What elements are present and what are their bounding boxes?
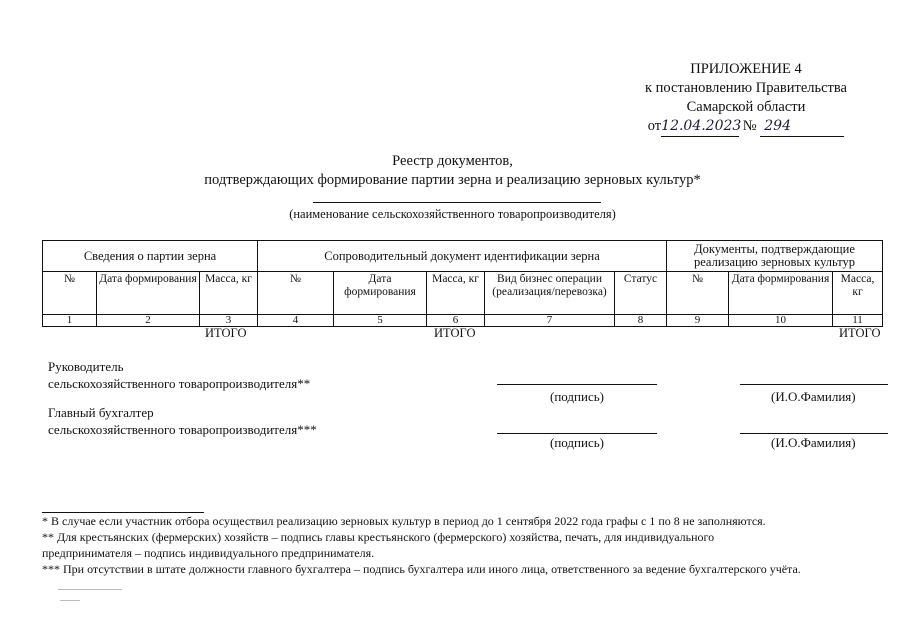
- appendix-region: Самарской области: [686, 99, 806, 115]
- head-signature-line: [497, 384, 657, 385]
- group-sale-docs: Документы, подтверждающие реализацию зерновых культур: [667, 241, 883, 272]
- head-subtitle: сельскохозяйственного товаропроизводителя**: [48, 376, 311, 391]
- col-header: №: [258, 272, 334, 315]
- footnote-2-continued: предпринимателя – подпись индивидуального предпринимателя.: [42, 546, 375, 560]
- producer-name-line: [313, 202, 601, 203]
- col-number: 6: [427, 315, 485, 327]
- col-header: Масса, кг: [200, 272, 258, 315]
- col-header: Масса, кг: [427, 272, 485, 315]
- col-header: Статус: [615, 272, 667, 315]
- head-name-caption: (И.О.Фамилия): [771, 389, 856, 404]
- total-accompanying: ИТОГО: [434, 326, 476, 340]
- group-accompanying-doc: Сопроводительный документ идентификации зерна: [258, 241, 667, 272]
- head-title: Руководитель: [48, 359, 124, 374]
- accountant-label: [48, 404, 317, 438]
- footnote-1: * В случае если участник отбора осуществил реализацию зерновых культур в период до 1 сентября 2022 года графы с 1 по 8 не заполняются.: [42, 514, 766, 528]
- footnote-3: *** При отсутствии в штате должности главного бухгалтера – подпись бухгалтера или иного лица, ответственного за ведение бухгалтерского учёта.: [42, 562, 801, 576]
- col-number: 9: [667, 315, 729, 327]
- group-header-row: [43, 241, 883, 272]
- scan-artifact: [58, 589, 122, 590]
- footnote-separator: [42, 512, 204, 513]
- appendix-date-line: [645, 117, 847, 137]
- document-title: [0, 152, 905, 190]
- head-label: [48, 358, 310, 392]
- col-number: 2: [97, 315, 200, 327]
- total-batch: ИТОГО: [205, 326, 247, 340]
- scan-artifact: [60, 600, 80, 601]
- col-number: 7: [485, 315, 615, 327]
- col-header: Вид бизнес операции (реализация/перевозка): [485, 272, 615, 315]
- col-header: Дата формирования: [334, 272, 427, 315]
- col-number: 3: [200, 315, 258, 327]
- document-title-line2: подтверждающих формирование партии зерна и реализацию зерновых культур*: [204, 172, 701, 188]
- col-header: №: [43, 272, 97, 315]
- column-header-row: [43, 272, 883, 315]
- footnote-2: ** Для крестьянских (фермерских) хозяйств – подпись главы крестьянского (фермерского) хозяйства, печать, для индивидуального: [42, 530, 715, 544]
- accountant-name-caption: (И.О.Фамилия): [771, 435, 856, 450]
- col-header: Масса, кг: [833, 272, 883, 315]
- appendix-title: ПРИЛОЖЕНИЕ 4: [690, 61, 802, 77]
- column-number-row: [43, 315, 883, 327]
- col-header: Дата формирования: [97, 272, 200, 315]
- group-batch-info: Сведения о партии зерна: [43, 241, 258, 272]
- appendix-resolution: к постановлению Правительства: [645, 80, 847, 96]
- col-number: 11: [833, 315, 883, 327]
- accountant-subtitle: сельскохозяйственного товаропроизводителя***: [48, 422, 317, 437]
- number-label: №: [742, 118, 757, 134]
- col-number: 5: [334, 315, 427, 327]
- total-sale: ИТОГО: [839, 326, 881, 340]
- date-prefix: от: [647, 118, 662, 134]
- accountant-title: Главный бухгалтер: [48, 405, 154, 420]
- col-header: №: [667, 272, 729, 315]
- col-number: 10: [729, 315, 833, 327]
- resolution-date: 12.04.2023: [661, 117, 739, 137]
- producer-name-caption: (наименование сельскохозяйственного товаропроизводителя): [289, 207, 616, 221]
- head-name-line: [740, 384, 888, 385]
- appendix-header: [645, 60, 847, 137]
- accountant-signature-caption: (подпись): [550, 435, 604, 450]
- resolution-number: 294: [760, 117, 844, 137]
- col-number: 1: [43, 315, 97, 327]
- register-table: [42, 240, 883, 327]
- head-signature-caption: (подпись): [550, 389, 604, 404]
- col-number: 8: [615, 315, 667, 327]
- document-title-line1: Реестр документов,: [392, 153, 513, 169]
- col-header: Дата формирования: [729, 272, 833, 315]
- col-number: 4: [258, 315, 334, 327]
